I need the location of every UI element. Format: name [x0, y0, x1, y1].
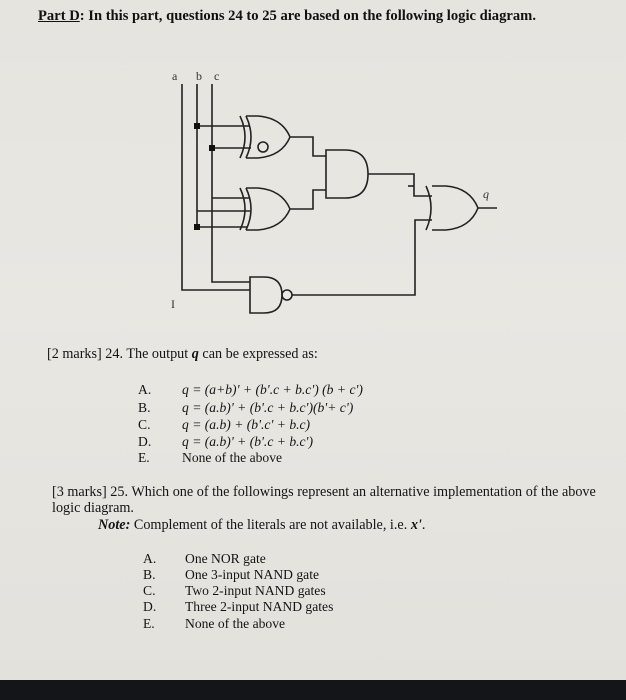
q25-note: [98, 517, 425, 534]
q25-prompt-line1: [3 marks] 25. Which one of the followings represent an alternative implementation of the above: [52, 484, 596, 500]
wire-nand-out: [292, 220, 432, 295]
q25-option-text: Two 2-input NAND gates: [185, 583, 326, 598]
q24-option-letter: E.: [138, 450, 150, 465]
wire-input-c: [212, 84, 251, 282]
q24-prompt: [47, 346, 318, 363]
photo-bottom-edge: [0, 680, 626, 700]
xor-gate: [240, 188, 245, 230]
bottom-label: I: [171, 297, 175, 311]
q24-option-letter: C.: [138, 417, 151, 432]
wire-and-out: [368, 174, 432, 196]
note-label: Note:: [98, 517, 131, 533]
q24-option-text: q = (a.b)' + (b'.c + b.c'): [182, 434, 313, 449]
heading-text: : In this part, questions 24 to 25 are based on the following logic diagram.: [79, 8, 536, 24]
q24-option-letter: D.: [138, 434, 152, 449]
q25-option-letter: E.: [143, 616, 155, 631]
logic-diagram: [0, 0, 626, 340]
input-b-label: b: [196, 69, 202, 83]
xnor-gate: [240, 116, 245, 158]
wire-input-a: [182, 84, 250, 290]
q25-option-letter: C.: [143, 583, 156, 598]
and-gate: [326, 150, 368, 198]
q24-var: q: [191, 346, 199, 362]
final-gate: [426, 186, 431, 230]
q25-option-text: One NOR gate: [185, 551, 266, 566]
wire-xor-out: [290, 190, 326, 209]
q24-option-letter: A.: [138, 382, 152, 397]
wire-input-b: [197, 84, 250, 227]
q25-option-letter: D.: [143, 599, 157, 614]
q25-option-letter: B.: [143, 567, 156, 582]
q24-option-text: q = (a.b) + (b'.c' + b.c): [182, 417, 311, 432]
xnor-bubble: [258, 142, 268, 152]
input-c-label: c: [214, 69, 220, 83]
part-label: Part D: [38, 8, 80, 24]
note-var: x': [410, 517, 422, 533]
junction-b: [194, 123, 200, 129]
q24-option-letter: B.: [138, 400, 151, 415]
junction-c: [209, 145, 215, 151]
input-a-label: a: [172, 69, 178, 83]
q24-option-text: None of the above: [182, 450, 283, 465]
q24-marks: [2 marks] 24. The output: [47, 346, 192, 362]
nand-bubble: [282, 290, 292, 300]
wire-xnor-out: [290, 137, 326, 156]
junction-b2: [194, 224, 200, 230]
q24-suffix: can be expressed as:: [198, 346, 318, 362]
note-text: Complement of the literals are not available, i.e.: [130, 517, 411, 533]
q25-option-text: Three 2-input NAND gates: [185, 599, 334, 614]
q24-option-text: q = (a.b)' + (b'.c + b.c')(b'+ c'): [182, 400, 354, 415]
q25-option-text: One 3-input NAND gate: [185, 567, 320, 582]
q25-prompt-line2: logic diagram.: [52, 500, 134, 516]
q24-option-text: q = (a+b)' + (b'.c + b.c') (b + c'): [182, 382, 363, 397]
nand-gate: [250, 277, 282, 313]
q25-option-letter: A.: [143, 551, 157, 566]
output-q-label: q: [483, 187, 489, 201]
q25-option-text: None of the above: [185, 616, 286, 631]
note-end: .: [421, 517, 426, 533]
